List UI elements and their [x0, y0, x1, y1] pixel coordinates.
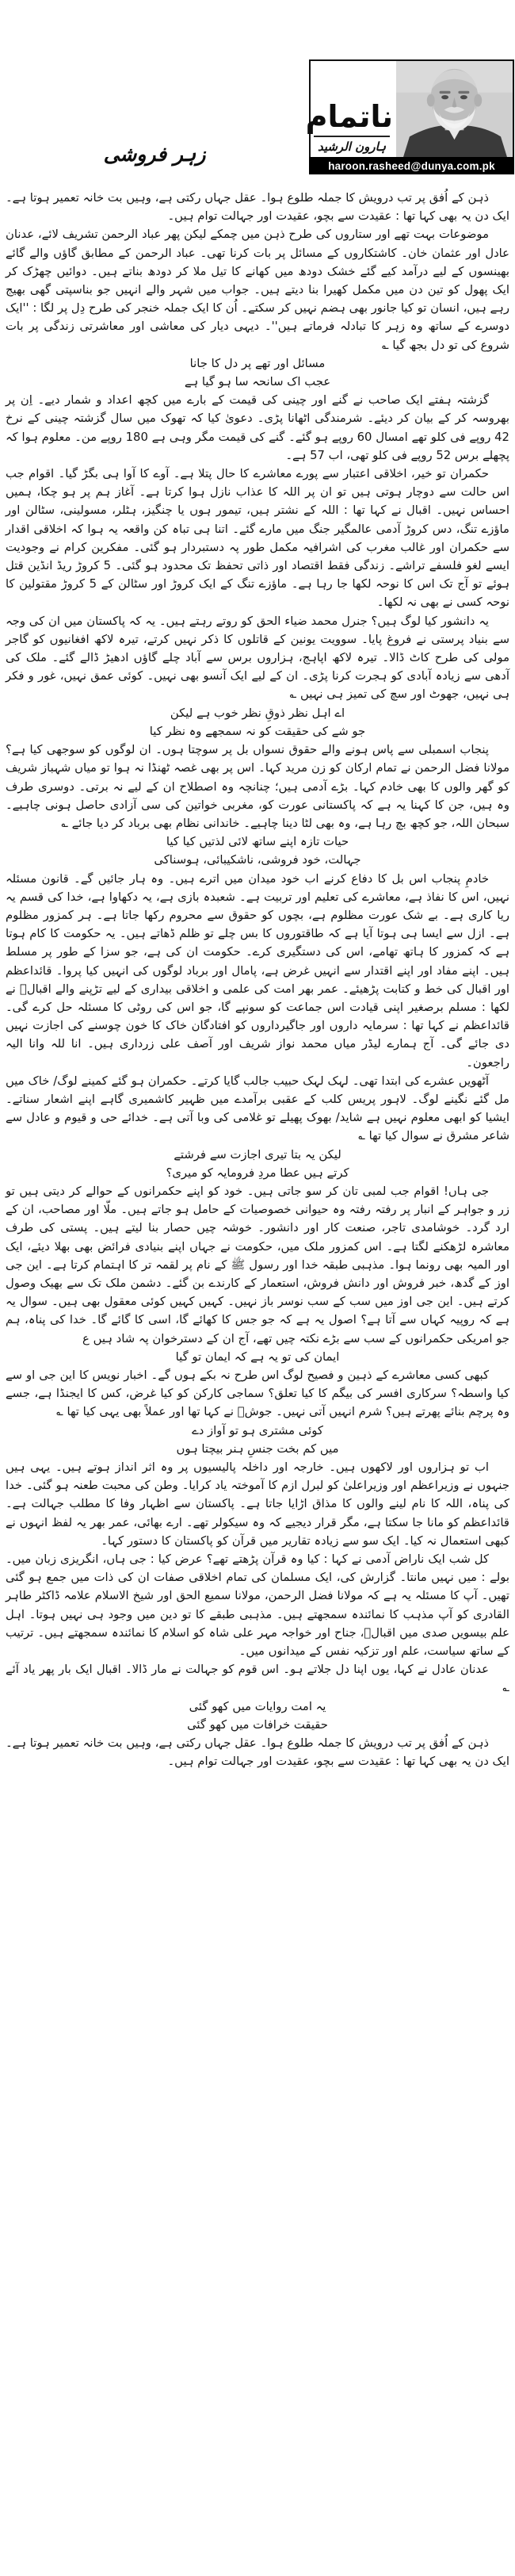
paragraph: یہ دانشور کیا لوگ ہیں؟ جنرل محمد ضیاء الحق کو روتے رہتے ہیں۔ یہ کہ پاکستان میں ان کی وجہ سے بنیاد پرستی نے فروغ پایا۔ سوویت یونین کے قاتلوں کا ذکر نہیں کرتے، تیرہ لاکھ افغانیوں کو گاجر مولی کی طرح کاٹ ڈالا۔ تیرہ لاکھ اپاہج، ہزاروں برس سے آباد چلے گاؤں ادھیڑ ڈالے گئے۔ ملک کی آدھی سے زیادہ آبادی کو ہجرت کرنا پڑی۔ ان کے لیے ایک آنسو بھی نہیں۔ کوئی عمق نہیں، غور و فکر ہی نہیں، جھوٹ اور سچ کی تمیز ہی نہیں ؎: [6, 614, 509, 702]
paragraph: حکمران تو خیر، اخلاقی اعتبار سے پورے معاشرے کا حال پتلا ہے۔ آوے کا آوا ہی بگڑ گیا۔ اقوام جب اس حالت سے دوچار ہوتی ہیں تو ان پر اللہ کا عذاب نازل ہوا کرتا ہے۔ آغاز ہم پر ہو چکا، ہمیں احساس نہیں۔ اقبال نے کہا تھا : اللہ کے نشتر ہیں، تیمور ہوں یا چنگیز، ہٹلر، مسولینی، سٹالن اور ماؤزے تنگ، دس کروڑ آدمی عالمگیر جنگ میں مارے گئے۔ اتنا ہی تباہ کن واقعہ یہ ہوا کہ اخلاقی اقدار سے حکمران اور غالب مغرب کی اشرافیہ مکمل طور پہ دستبردار ہو گئی۔ مفکرین کرام نے وجودیت ایسے لغو فلسفے تراشے۔ زندگی فقط اقتصاد اور ذاتی تحفظ تک محدود ہو گئی۔ 5 کروڑ ریڈ انڈین قتل ہوئے تو آج تک اس کا نوحہ لکھا جا رہا ہے۔ ماؤزے تنگ کے ایک کروڑ اور سٹالن کے 5 کروڑ مقتولین کا نوحہ کسی نے بھی نہ لکھا۔: [6, 467, 509, 610]
author-portrait-graphic: [396, 61, 513, 157]
author-email: haroon.rasheed@dunya.com.pk: [328, 159, 495, 172]
verse-line: عجب اک سانحہ سا ہو گیا ہے: [184, 375, 331, 389]
verse-line: جو شے کی حقیقت کو نہ سمجھے وہ نظر کیا: [149, 724, 366, 738]
verse-line: اے اہل نظر ذوقِ نظر خوب ہے لیکن: [170, 706, 345, 720]
author-photo: [396, 61, 513, 157]
masthead: [0, 0, 515, 189]
paragraph: موضوعات بہت تھے اور ستاروں کی طرح ذہن میں چمکے لیکن پھر عباد الرحمن تشریف لائے، عدنان عادل اور عثمان خان۔ کاشتکاروں کے مسائل پر بات کرنا تھی۔ عباد الرحمن کے مطابق گاؤں والے گائے بھینسوں کے لیے درآمد کیے گئے خشک دودھ میں کھانے کا تیل ملا کر دودھ بناتے ہیں۔ دوائیں چھڑک کر ایک پھول کو تین دن میں مکمل کھیرا بنا دیتے ہیں۔ جواب میں شہر والے انہیں جو بناسپتی گھی بھیج رہے ہیں، انسان تو کیا جانور بھی ہضم نہیں کر سکتے۔ اُن کا ایک جملہ خنجر کی طرح دِل پر لگا : ''ایک دوسرے کے ساتھ وہ زہر کا تبادلہ فرماتے ہیں''۔ دیہی دیار کی معاشی اور معاشرتی زندگی پر بات شروع کی تو دل بجھ گیا ؎: [6, 228, 509, 352]
masthead-text-block: [305, 61, 396, 157]
paragraph: جی ہاں! اقوام جب لمبی تان کر سو جاتی ہیں۔ خود کو اپنے حکمرانوں کے حوالے کر دیتی ہیں تو زر و جواہر کے انبار پر رفتہ رفتہ وہ حیوانی خصوصیات کے حامل ہو جاتے ہیں۔ ملّا اور مصاحب، ان کے ارد گرد۔ خوشامدی تاجر، صنعت کار اور دانشور۔ خوشہ چیں حصار بنا لیتے ہیں۔ پستی کی طرف معاشرہ لڑھکنے لگتا ہے۔ اس کمزور ملک میں، حکومت نے جہاں اپنے بنیادی فرائض بھی بھلا دیئے، ایک اور المیہ بھی رونما ہوا۔ مذہبی طبقہ خدا اور رسول ﷺ کے نام پر لقمہ تر کا اہتمام کرتا ہے۔ این جی اوز کے گدھ، خبر فروش اور دانش فروش، استعمار کے کارندے بن گئے۔ دشمن ملک تک سے بھیک وصول کرتے ہیں۔ این جی اوز میں سب کے سب نوسر باز نہیں۔ کہیں کہیں کوئی معقول بھی ہیں۔ سوال یہ ہے کہ روپیہ کہاں سے آتا ہے؟ اصول یہ ہے کہ جو جس کا کھائے گا، اسی کا گائے گا۔ خدا کی پناہ، ہم جو امریکی حکمرانوں کے سب سے بڑے نکتہ چیں تھے، آج ان کے دسترخوان پہ شاد ہیں ع: [6, 1184, 509, 1345]
verse-line: میں کم بخت جنسِ ہنر بیچتا ہوں: [176, 1441, 339, 1456]
verse-line: کوئی مشتری ہو تو آواز دے: [192, 1423, 323, 1437]
paragraph: اب تو ہزاروں اور لاکھوں ہیں۔ خارجہ اور داخلہ پالیسیوں پر وہ اثر انداز ہوتے ہیں۔ یہی ہیں جنہوں نے وزیراعظم اور وزیراعلیٰ کو لبرل ازم کا آموختہ یاد کرایا۔ وطن کی محبت طعنہ ہو گئی۔ خدا کی پناہ، اللہ کا نام لینے والوں کا مذاق اڑایا جاتا ہے۔ پاکستان سے اظہار وفا کا مطلب جہالت ہے۔ قائداعظم کو مانا جا سکتا ہے، مگر قرار دیجیے کہ وہ سیکولر تھے۔ ارے بھائی، عمر بھر یہ لفظ انہوں نے کبھی استعمال نہ کیا۔ ایک سو سے زیادہ تقاریر میں قرآن کو پاکستان کا دستور کہا۔: [6, 1460, 509, 1548]
verse-line: ایمان کی تو یہ ہے کہ ایمان تو گیا: [175, 1349, 340, 1364]
paragraph: خادمِ پنجاب اس بل کا دفاع کرنے اب خود میدان میں اترے ہیں۔ وہ ہار جائیں گے۔ قانون مسئلہ نہیں، اس کا نفاذ ہے، معاشرے کی تعلیم اور تربیت ہے۔ شعبدہ بازی ہے، یہ دکھاوا ہے، خدا کی قسم یہ ریا کاری ہے۔ بے شک عورت مظلوم ہے، بچوں کو حقوق سے محروم رکھا جاتا ہے۔ ہر کمزور مظلوم ہے۔ ازل سے ایسا ہی ہوتا آیا ہے کہ طاقتوروں کا بس چلے تو ظلم ڈھاتے ہیں۔ یہ حکومت کا کام ہوتا ہے کہ کمزور کا ہاتھ تھامے، اس کی دستگیری کرے۔ حکومت ان کی ہے، جو سزا کے طور پر مسلط ہیں۔ اپنے مفاد اور اپنے اقتدار سے انہیں غرض ہے، پامال اور برباد لوگوں کی انہیں کیا پروا۔ قائداعظم اور اقبال کی خط و کتابت پڑھیئے۔ عمر بھر امت کی علمی و اخلاقی بیداری کے لیے تڑپنے والے اقبالؔ نے لکھا : مسلم برصغیر اپنی قیادت اس جماعت کو سونپے گا، جو اس کی روٹی کا مسئلہ حل کرے گی۔ قائداعظم نے کہا تھا : سرمایہ داروں اور جاگیرداروں کو افتادگان خاک کا خون چوسنے کی اجازت نہیں دی جائے گی۔ آج ہمارے لیڈر میاں محمد نواز شریف اور آصف علی زرداری ہیں۔ انا للہ وانا الیہ راجعون۔: [6, 871, 509, 1070]
paragraph: پنجاب اسمبلی سے پاس ہونے والے حقوق نسواں بل پر سوچتا ہوں۔ ان لوگوں کو سوجھی کیا ہے؟ مولانا فضل الرحمن نے تمام ارکان کو زن مرید کہا۔ اس پر بھی غصہ ٹھنڈا نہ ہوا تو میاں شہباز شریف کو گھر والوں کا بھی خادم کہا۔ بڑے آدمی ہیں؛ چنانچہ وہ اصطلاح ان کے لیے نہ برتی۔ دوسری طرف وہ ہیں، جن کا کہنا یہ ہے کہ پاکستانی عورت کو، مغربی خواتین کی سی آزادی حاصل ہونی چاہیے۔ سبحان اللہ، جو کچھ بچ رہا ہے، وہ بھی لٹا دینا چاہیے۔ خاندانی نظام بھی برباد کر دیا جائے ؎: [6, 743, 509, 830]
paragraph: ذہن کے اُفق پر تب درویش کا جملہ طلوع ہوا۔ عقل جہاں رکتی ہے، وہیں بت خانہ تعمیر ہوتا ہے۔ ایک دن یہ بھی کہا تھا : عقیدت سے بچو، عقیدت اور جہالت توام ہیں۔: [6, 1736, 509, 1769]
paragraph: آٹھویں عشرے کی ابتدا تھی۔ لہک لہک حبیب جالب گایا کرتے۔ حکمران ہو گئے کمینے لوگ/ خاک میں مل گئے نگینے لوگ۔ لاہور پریس کلب کے عقبی برآمدے میں ظہیر کاشمیری گاہے اپنے اشعار سناتے۔ ایشیا کو ابھی معلوم نہیں ہے شاید/ بھوک پھیلے تو غلامی کی وبا آتی ہے۔ خدائے حی و قیوم و عادل سے شاعر مشرق نے سوال کیا تھا ؎: [6, 1074, 509, 1143]
paragraph: کل شب ایک ناراض آدمی نے کہا : کیا وہ قرآن پڑھتے تھے؟ عرض کیا : جی ہاں، انگریزی زبان میں۔ بولے : میں نہیں مانتا۔ گزارش کی، ایک مسلمان کی تمام اخلاقی صفات ان کی ذات میں جمع ہو گئی تھیں۔ آپ کا مسئلہ یہ ہے کہ مولانا فضل الرحمن، مولانا سمیع الحق اور شیخ الاسلام علامہ ڈاکٹر طاہر القادری کو آپ مذہب کا نمائندہ سمجھتے ہیں۔ مذہبی طبقے کا تو دین میں وجود ہی نہیں ہوتا۔ اہل علم بیسویں صدی میں اقبالؔ، جناح اور خواجہ مہر علی شاہ کو اسلام کا نمائندہ سمجھتے ہیں۔ ترتیب کے ساتھ سیاست، علم اور تزکیہ نفس کے میدانوں میں۔: [6, 1552, 509, 1659]
paragraph: عدنان عادل نے کہا، یوں اپنا دل جلاتے ہو۔ اس قوم کو جہالت نے مار ڈالا۔ اقبال ایک بار پھر یاد آئے ؎: [6, 1663, 509, 1695]
article-body: [6, 189, 509, 1770]
masthead-divider: [314, 136, 390, 137]
verse-line: حقیقت خرافات میں کھو گئی: [187, 1717, 328, 1732]
paragraph: ذہن کے اُفق پر تب درویش کا جملہ طلوع ہوا۔ عقل جہاں رکتی ہے، وہیں بت خانہ تعمیر ہوتا ہے۔ ایک دن یہ بھی کہا تھا : عقیدت سے بچو، عقیدت اور جہالت توام ہیں۔: [6, 191, 509, 224]
verse-line: مسائل اور تھے پر دل کا جانا: [189, 356, 326, 370]
email-bar: [309, 157, 514, 174]
paragraph: گزشتہ ہفتے ایک صاحب نے گنے اور چینی کی قیمت کے بارے میں کچھ اعداد و شمار دیے۔ اِن پر بھروسہ کر کے بیان کر دیئے۔ شرمندگی اٹھانا پڑی۔ دعویٰ کیا کہ تھوک میں سال گزشتہ چینی کے نرخ 42 روپے فی کلو تھے امسال 60 روپے ہو گئے۔ گنے کی قیمت مگر وہی ہے 180 روپے من۔ معلوم ہوا کہ پچھلے برس 52 روپے فی کلو تھی، اب 57 ہے۔: [6, 393, 509, 462]
verse-line: حیات تازہ اپنے ساتھ لائی لذتیں کیا کیا: [166, 835, 349, 849]
verse-line: کرتے ہیں عطا مردِ فرومایہ کو میری؟: [166, 1166, 349, 1180]
article-title: زہر فروشی: [103, 143, 206, 166]
author-name: ہارون الرشید: [317, 140, 387, 154]
verse-line: یہ امت روایات میں کھو گئی: [189, 1699, 326, 1713]
column-name: ناتمام: [305, 99, 393, 134]
paragraph: کبھی کسی معاشرے کے ذہین و فصیح لوگ اس طرح نہ بکے ہوں گے۔ اخبار نویس کا این جی او سے کیا واسطہ؟ سرکاری افسر کی بیگم کا کیا تعلق؟ سماجی کارکن کو کیا غرض، کس کا ایجنڈا ہے، جسے وہ پرچم بنائے پھرتے ہیں؟ شرم انہیں آتی نہیں۔ جوشؔ نے کہا تھا اور عملاً بھی یہی کیا تھا ؎: [6, 1368, 509, 1419]
verse-line: لیکن یہ بتا تیری اجازت سے فرشتے: [174, 1147, 341, 1162]
verse-line: جہالت، خود فروشی، ناشکیبائی، ہوسناکی: [154, 853, 361, 867]
masthead-box: [305, 59, 514, 159]
